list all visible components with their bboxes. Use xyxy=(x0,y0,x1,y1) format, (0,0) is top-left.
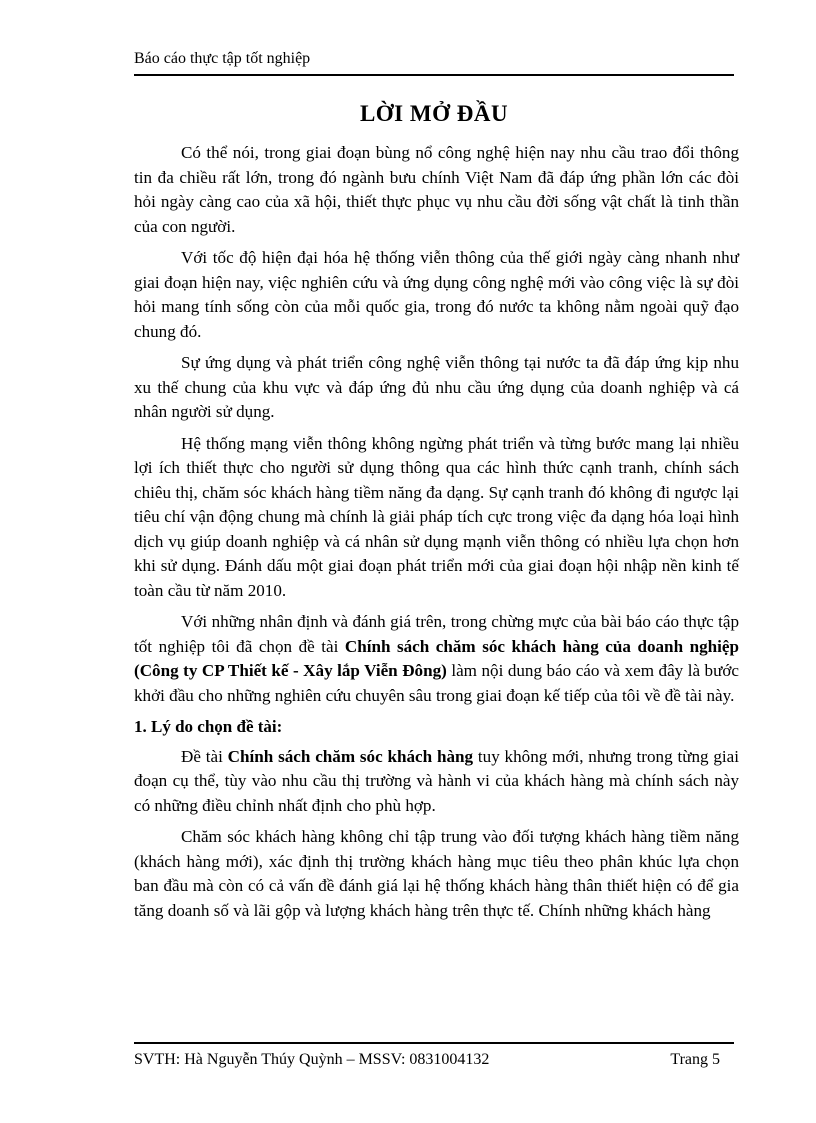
header-divider xyxy=(134,74,734,76)
paragraph-5 xyxy=(134,610,739,708)
page-title: LỜI MỞ ĐẦU xyxy=(359,101,509,126)
paragraph-4: Hệ thống mạng viễn thông không ngừng phát triển và từng bước mang lại nhiều lợi ích thiết thực cho người sử dụng thông qua các hình thức cạnh tranh, chính sách chiêu thị, chăm sóc khách hàng tiềm năng đa dạng. Sự cạnh tranh đó không đi ngược lại tiêu chí vận động chung mà chính là giải pháp tích cực trong việc đa dạng hóa loại hình dịch vụ giúp doanh nghiệp và cá nhân sử dụng mạnh viễn thông có nhiều lựa chọn hơn khi sử dụng. Đánh dấu một giai đoạn phát triển mới của giai đoạn hội nhập nền kinh tế toàn cầu từ năm 2010. xyxy=(134,433,739,600)
paragraph-6-text-a: Đề tài xyxy=(181,746,228,766)
running-header: Báo cáo thực tập tốt nghiệp xyxy=(134,50,311,67)
paragraph-2: Với tốc độ hiện đại hóa hệ thống viễn thông của thế giới ngày càng nhanh như giai đoạn hiện nay, việc nghiên cứu và ứng dụng công nghệ mới vào công việc là sự đòi hỏi mang tính sống còn của mỗi quốc gia, trong đó nước ta không nằm ngoài quỹ đạo chung đó. xyxy=(134,248,739,341)
paragraph-5-text-a: Với những nhân định và đánh giá trên, trong chừng mực của bài báo cáo thực tập tốt nghiệp tôi đã chọn đề tài xyxy=(134,612,739,656)
footer-author: SVTH: Hà Nguyễn Thúy Quỳnh – MSSV: 0831004132 xyxy=(134,1051,490,1068)
paragraph-6-text-b: tuy không mới, nhưng trong từng giai đoạn cụ thể, tùy vào nhu cầu thị trường và hành vi của khách hàng mà chính sách này có những điều chỉnh nhất định cho phù hợp. xyxy=(134,746,739,815)
section-heading-1: 1. Lý do chọn đề tài: xyxy=(134,717,283,736)
paragraph-6-topic-bold: Chính sách chăm sóc khách hàng xyxy=(227,746,474,766)
paragraph-3: Sự ứng dụng và phát triển công nghệ viễn thông tại nước ta đã đáp ứng kịp nhu xu thế chung của khu vực và đáp ứng đủ nhu cầu ứng dụng của doanh nghiệp và cá nhân người sử dụng. xyxy=(134,353,739,421)
paragraph-7: Chăm sóc khách hàng không chỉ tập trung vào đối tượng khách hàng tiềm năng (khách hàng mới), xác định thị trường khách hàng mục tiêu theo phân khúc lựa chọn ban đầu mà còn có cả vấn đề đánh giá lại hệ thống khách hàng thân thiết hiện có để gia tăng doanh số và lãi gộp và lượng khách hàng trên thực tế. Chính những khách hàng xyxy=(134,827,739,920)
document-body xyxy=(134,141,739,930)
paragraph-1: Có thể nói, trong giai đoạn bùng nổ công nghệ hiện nay nhu cầu trao đổi thông tin đa chiều rất lớn, trong đó ngành bưu chính Việt Nam đã đáp ứng phần lớn các đòi hỏi ngày càng cao của xã hội, thiết thực phục vụ nhu cầu đời sống vật chất là tinh thần của con người. xyxy=(134,143,739,236)
paragraph-5-text-b: làm nội dung báo cáo và xem đây là bước khởi đầu cho những nghiên cứu chuyên sâu trong giai đoạn kế tiếp của tôi về đề tài này. xyxy=(134,661,739,705)
paragraph-6 xyxy=(134,745,739,819)
footer-page-number: Trang 5 xyxy=(670,1051,720,1068)
footer-divider xyxy=(134,1042,734,1044)
paragraph-5-topic-bold: Chính sách chăm sóc khách hàng của doanh nghiệp (Công ty CP Thiết kế - Xây lắp Viễn Đông) xyxy=(134,636,739,680)
